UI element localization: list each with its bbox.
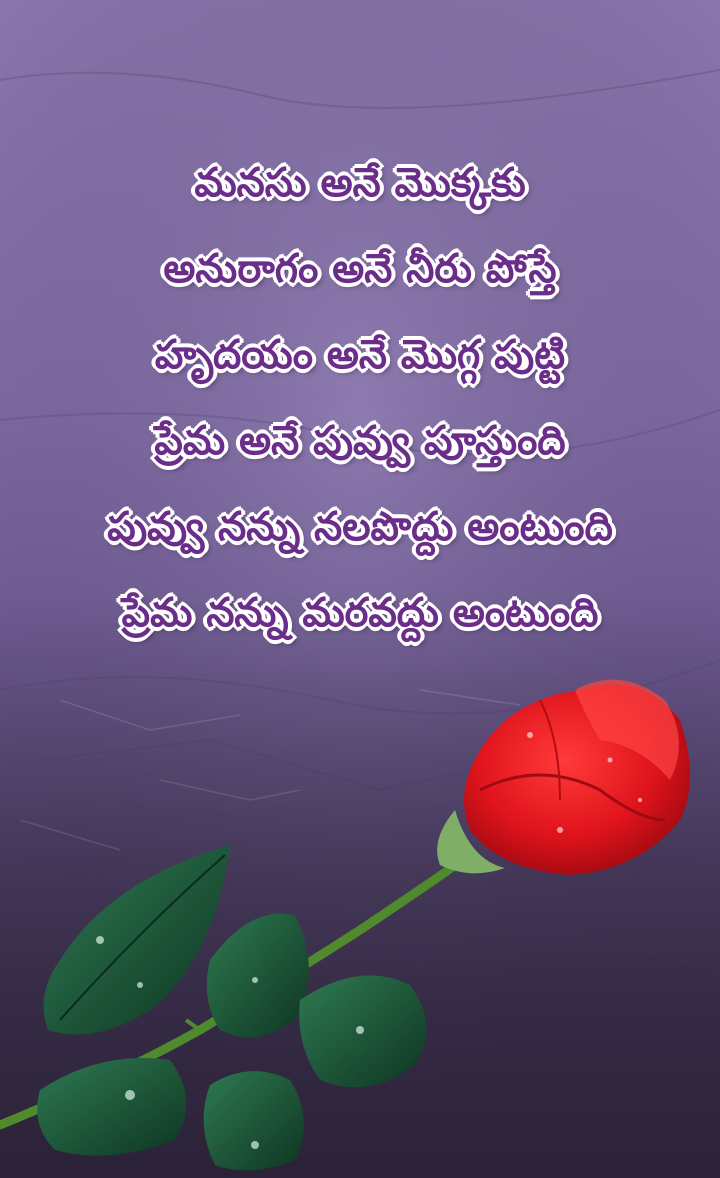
poem-line-5: పువ్వు నన్ను నలపొద్దు అంటుంది — [107, 504, 613, 550]
telugu-poem — [0, 140, 720, 656]
poem-line-4: ప్రేమ అనే పువ్వు పూస్తుంది — [154, 418, 566, 464]
rose-leaves — [37, 845, 426, 1170]
red-rose-icon — [0, 640, 720, 1178]
rose-bloom — [464, 680, 690, 875]
poem-line-2: అనురాగం అనే నీరు పోస్తే — [163, 246, 557, 292]
poem-line-1: మనసు అనే మొక్కకు — [194, 160, 526, 206]
poem-line-3: హృదయం అనే మొగ్గ పుట్టి — [154, 332, 566, 378]
poem-line-6: ప్రేమ నన్ను మరవద్దు అంటుంది — [121, 590, 599, 636]
